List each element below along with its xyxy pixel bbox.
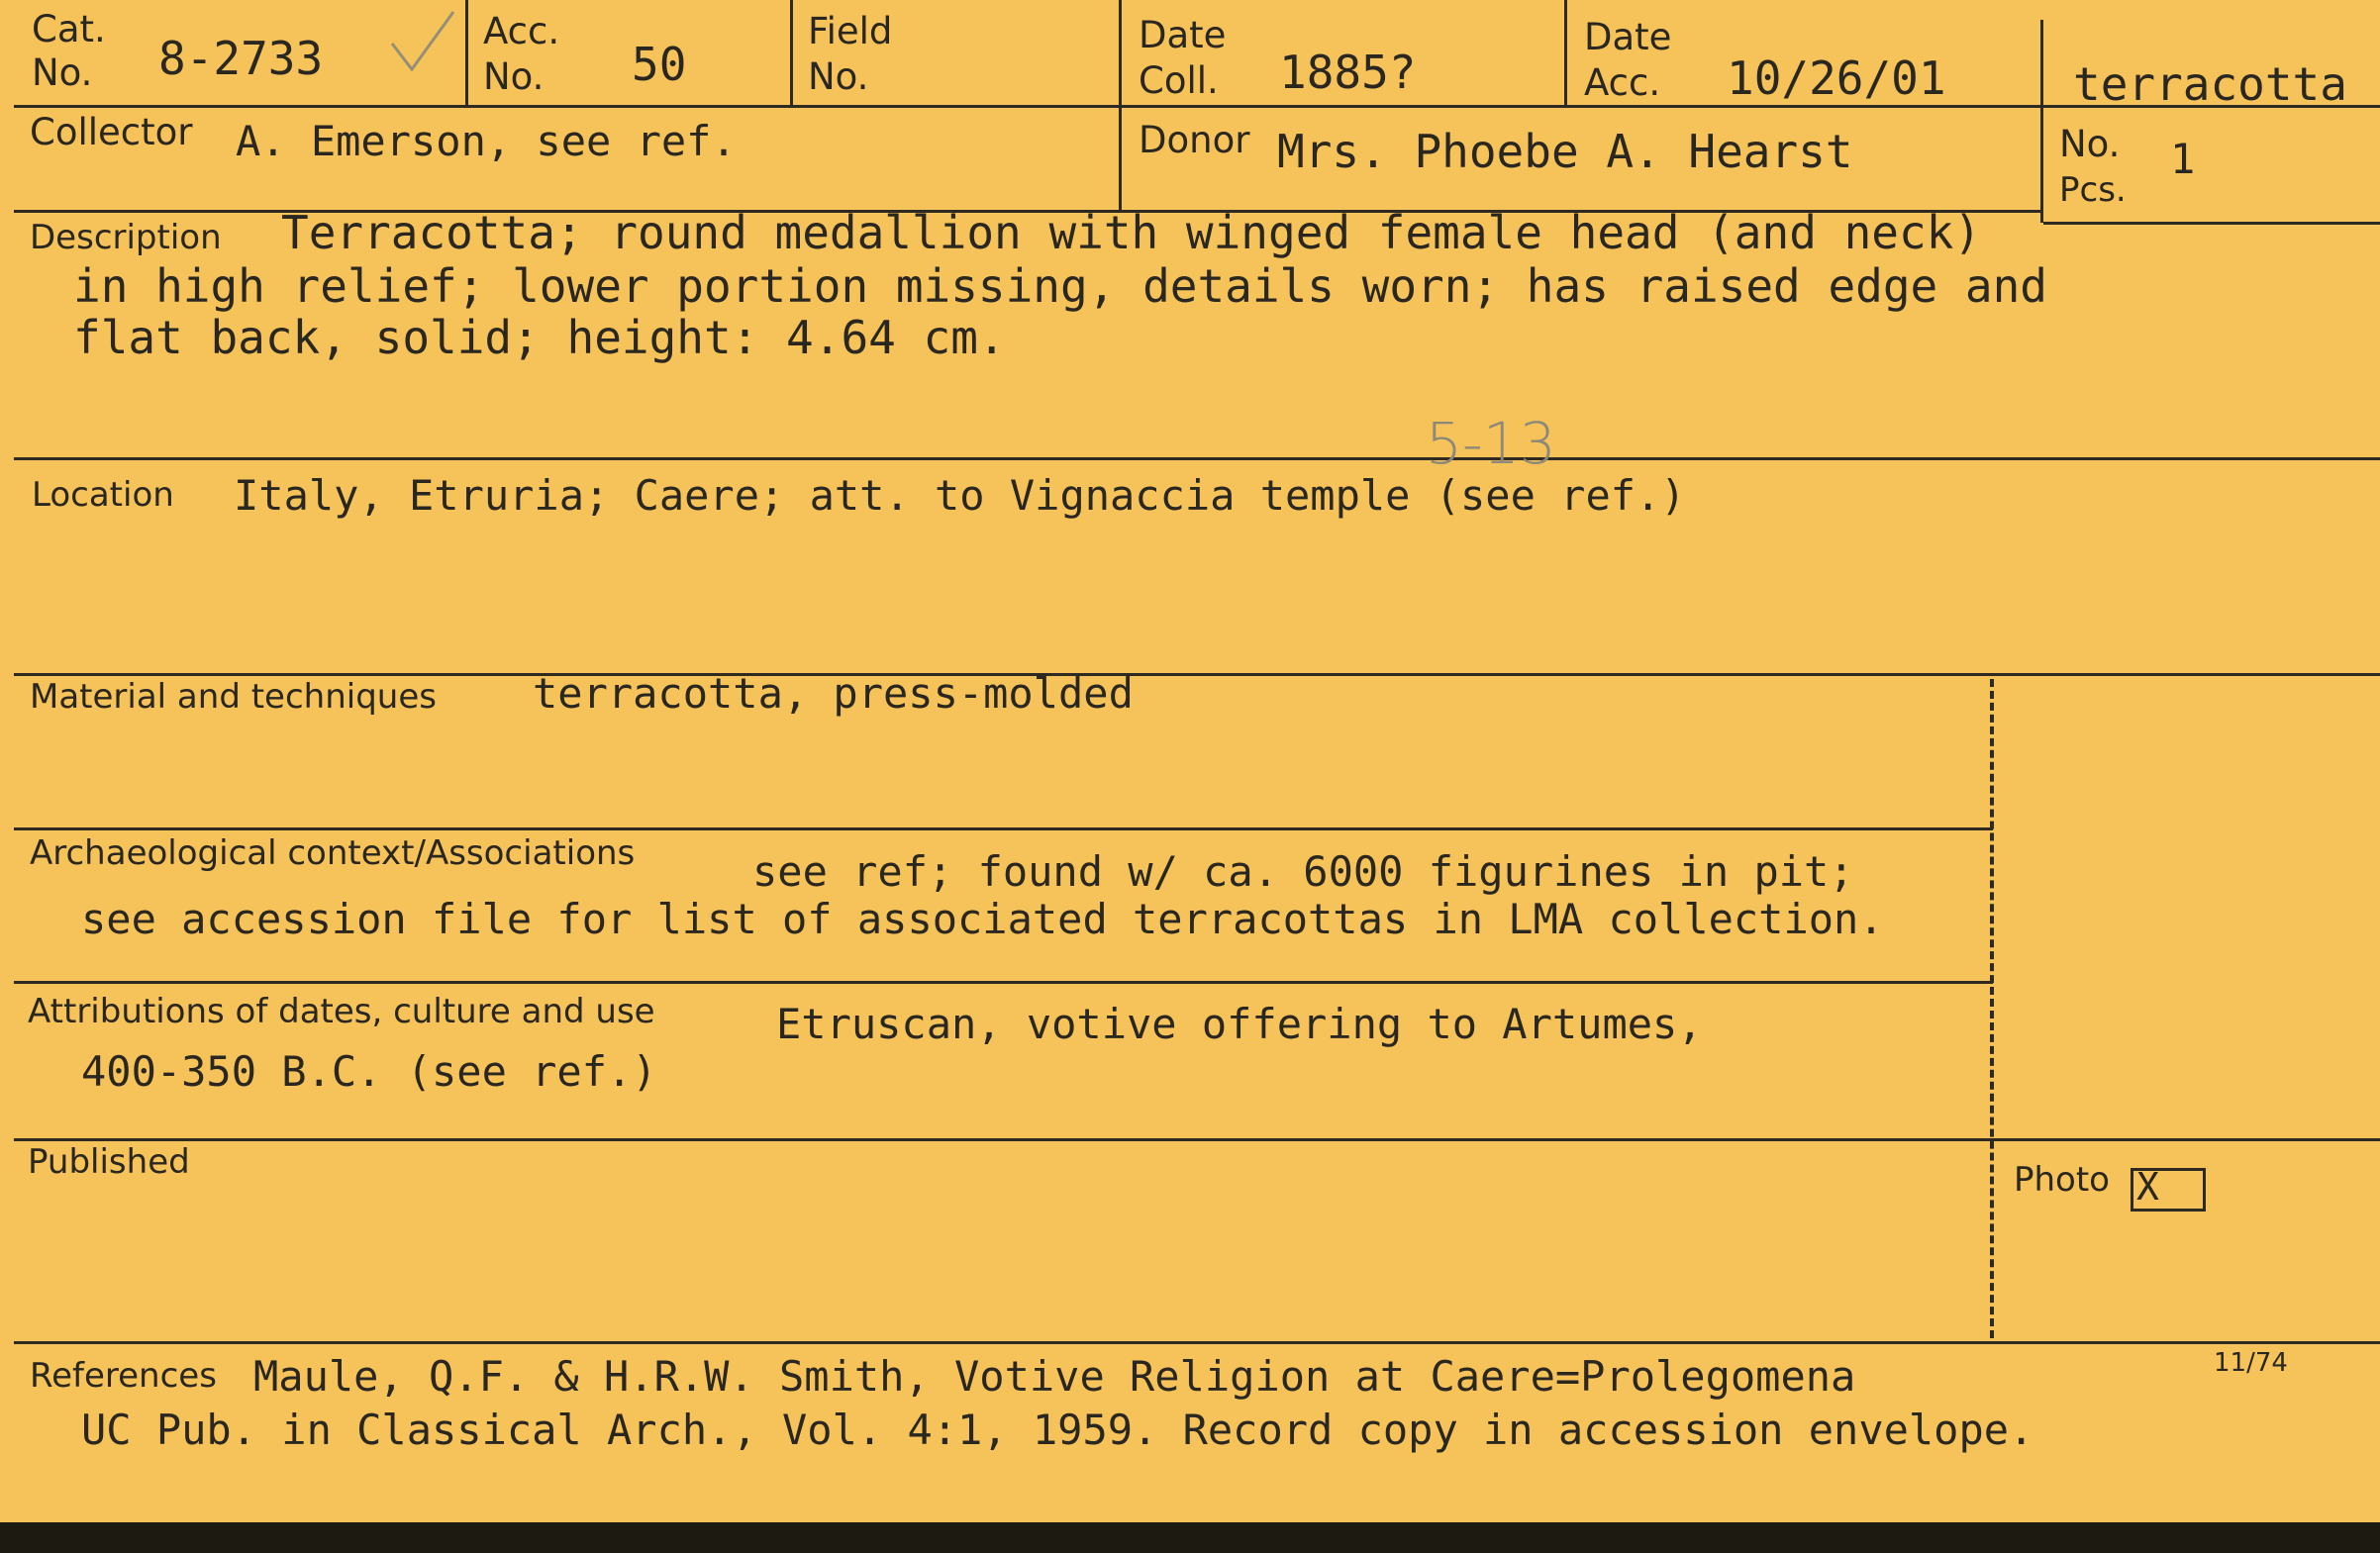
attributions-label: Attributions of dates, culture and use	[28, 992, 655, 1031]
rule-date-date-divider	[1564, 0, 1567, 106]
rule-attributions-bottom	[14, 1138, 2380, 1141]
rule-description-bottom	[14, 457, 2380, 460]
rule-field-date-divider	[1119, 0, 1122, 211]
cat-no-value: 8-2733	[158, 32, 324, 85]
pcs-label-2: Pcs.	[2059, 170, 2127, 210]
description-line-3: flat back, solid; height: 4.64 cm.	[73, 311, 1006, 364]
rule-photo-column-divider	[1990, 679, 1994, 1338]
photo-check-mark: X	[2136, 1165, 2159, 1209]
donor-label: Donor	[1139, 119, 1250, 161]
description-label: Description	[30, 218, 222, 257]
published-label: Published	[28, 1142, 190, 1182]
context-line-1: see ref; found w/ ca. 6000 figurines in pit;	[752, 847, 1854, 896]
date-coll-label-1: Date	[1139, 14, 1227, 56]
date-acc-label-1: Date	[1584, 16, 1672, 58]
collector-label: Collector	[30, 111, 193, 153]
attributions-line-2: 400-350 B.C. (see ref.)	[81, 1047, 657, 1096]
pcs-label-1: No.	[2059, 123, 2121, 165]
field-no-label-1: Field	[808, 10, 893, 52]
rule-context-bottom	[14, 981, 1993, 984]
material-header-value: terracotta	[2073, 57, 2347, 111]
references-line-2: UC Pub. in Classical Arch., Vol. 4:1, 1959. Record copy in accession envelope.	[81, 1406, 2034, 1454]
collector-value: A. Emerson, see ref.	[236, 117, 737, 165]
references-label: References	[30, 1356, 217, 1396]
checkmark-icon	[388, 8, 457, 73]
donor-value: Mrs. Phoebe A. Hearst	[1277, 125, 1853, 178]
rule-acc-field-divider	[790, 0, 793, 106]
date-coll-value: 1885?	[1279, 46, 1417, 99]
location-value: Italy, Etruria; Caere; att. to Vignaccia temple (see ref.)	[234, 471, 1686, 520]
location-label: Location	[32, 475, 174, 515]
field-no-label-2: No.	[808, 55, 869, 98]
description-line-2: in high relief; lower portion missing, details worn; has raised edge and	[73, 259, 2047, 313]
material-value: terracotta, press-molded	[533, 669, 1134, 718]
acc-no-label-2: No.	[483, 55, 545, 98]
scan-background-strip	[0, 1522, 2380, 1553]
photo-checkbox	[2131, 1165, 2206, 1212]
rule-location-bottom	[14, 673, 2380, 676]
date-coll-label-2: Coll.	[1139, 59, 1219, 102]
attributions-line-1: Etruscan, votive offering to Artumes,	[776, 1000, 1703, 1048]
pencil-annotation: 5-13	[1426, 410, 1556, 477]
cat-no-label-1: Cat.	[32, 8, 106, 50]
photo-label: Photo	[2014, 1160, 2110, 1200]
date-acc-label-2: Acc.	[1584, 61, 1661, 104]
rule-material-bottom	[14, 827, 1993, 830]
material-label: Material and techniques	[30, 677, 437, 717]
references-line-1: Maule, Q.F. & H.R.W. Smith, Votive Religion at Caere=Prolegomena	[253, 1352, 1856, 1401]
pcs-value: 1	[2170, 135, 2196, 183]
rule-cat-acc-divider	[465, 0, 468, 106]
cat-no-label-2: No.	[32, 51, 93, 94]
rule-published-bottom	[14, 1341, 2380, 1344]
rule-pcs-bottom	[2043, 222, 2380, 225]
context-line-2: see accession file for list of associated terracottas in LMA collection.	[81, 895, 1884, 943]
description-line-1: Terracotta; round medallion with winged female head (and neck)	[281, 206, 1982, 259]
card-revision-date: 11/74	[2214, 1348, 2288, 1378]
date-acc-value: 10/26/01	[1727, 51, 1946, 105]
rule-header-bottom	[14, 105, 2380, 108]
context-label: Archaeological context/Associations	[30, 833, 636, 873]
acc-no-label-1: Acc.	[483, 10, 560, 52]
acc-no-value: 50	[632, 38, 687, 91]
rule-date-material-divider	[2040, 20, 2043, 223]
